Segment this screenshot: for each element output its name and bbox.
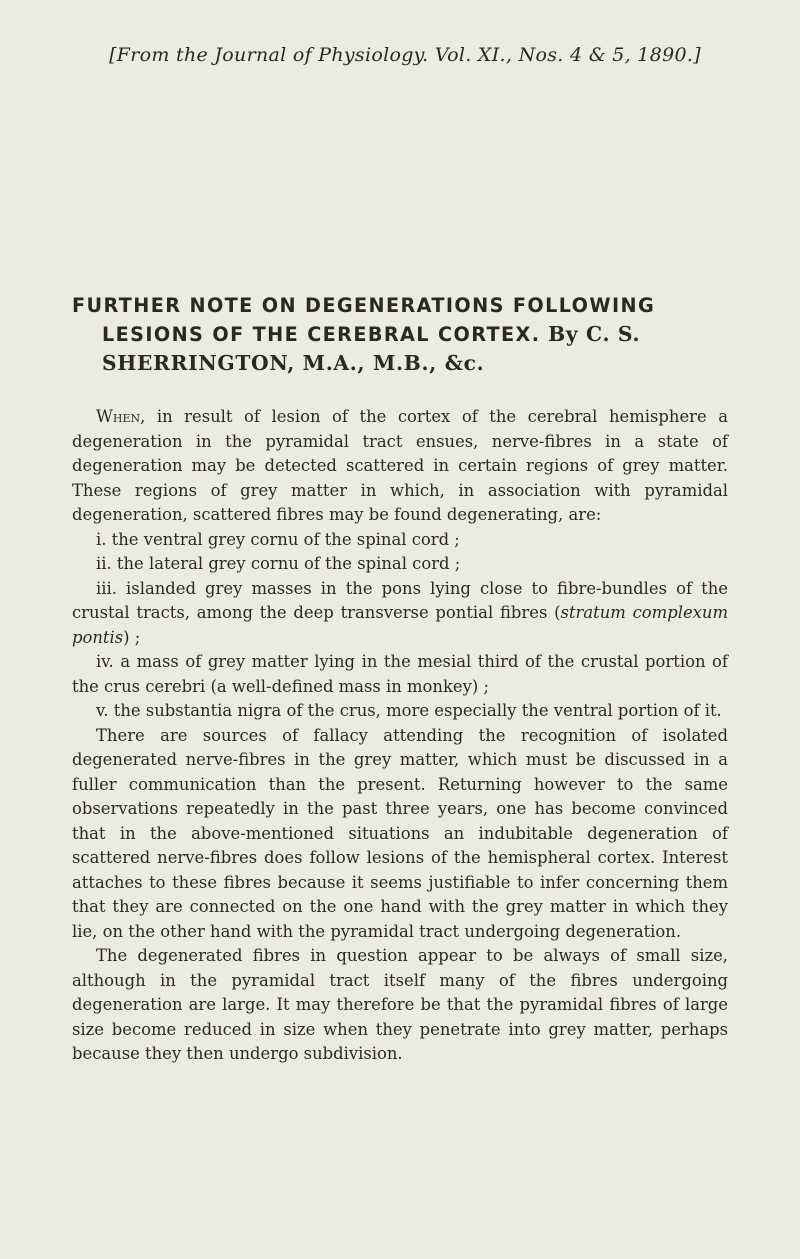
list-item-iii-italic: stratum complexum pontis: [72, 603, 728, 647]
intro-paragraph: [72, 405, 728, 528]
list-item-ii: ii. the lateral grey cornu of the spinal cord ;: [96, 554, 461, 573]
intro-text: in result of lesion of the cortex of the cerebral hemisphere a degeneration in the pyramidal tract ensues, nerve-fibres in a state of degeneration may be detected scattered in certain regions of grey matter. These regions of grey matter in which, in association with pyramidal degeneration, scattered fibres may be found degenerating, are:: [72, 407, 728, 524]
title-line-1: FURTHER NOTE ON DEGENERATIONS FOLLOWING: [72, 294, 656, 317]
author-name: SHERRINGTON, M.A., M.B., &c.: [102, 351, 485, 375]
article-title: [72, 292, 728, 377]
journal-reference: [From the Journal of Physiology. Vol. XI., Nos. 4 & 5, 1890.]: [109, 44, 701, 66]
list-item-v: v. the substantia nigra of the crus, more especially the ventral portion of it.: [96, 701, 722, 720]
list-item-iv: iv. a mass of grey matter lying in the mesial third of the crustal portion of the crus cerebri (a well-defined mass in monkey) ;: [72, 652, 728, 696]
title-line-2: [72, 320, 728, 349]
paragraph-2: There are sources of fallacy attending the recognition of isolated degenerated nerve-fibres in the grey matter, which must be discussed in a fuller communication than the present. Returning however to the same observations repeatedly in the past three years, one has become convinced that in the above-mentioned situations an indubitable degeneration of scattered nerve-fibres does follow lesions of the hemispheral cortex. Interest attaches to these fibres because it seems justifiable to infer concerning them that they are connected on the one hand with the grey matter in which they lie, on the other hand with the pyramidal tract undergoing degeneration.: [72, 725, 728, 941]
journal-page: [72, 44, 728, 1067]
list-item-iii-text: iii. islanded grey masses in the pons lying close to fibre-bundles of the crustal tracts, among the deep transverse pontial fibres (: [72, 578, 728, 622]
list-item-iii-end: ) ;: [123, 627, 141, 647]
paragraph-3: The degenerated fibres in question appear to be always of small size, although in the pyramidal tract itself many of the fibres undergoing degeneration are large. It may therefore be that the pyramidal fibres of large size become reduced in size when they penetrate into grey matter, perhaps because they then undergo subdivision.: [72, 946, 728, 1063]
intro-lead-word: When,: [96, 407, 146, 426]
article-body: [72, 405, 728, 1067]
title-line-2-caps: LESIONS OF THE CEREBRAL CORTEX.: [102, 323, 541, 346]
list-item-i: i. the ventral grey cornu of the spinal cord ;: [96, 529, 460, 549]
author-prefix: By C. S.: [548, 322, 641, 346]
list-item-iii: [72, 577, 728, 651]
